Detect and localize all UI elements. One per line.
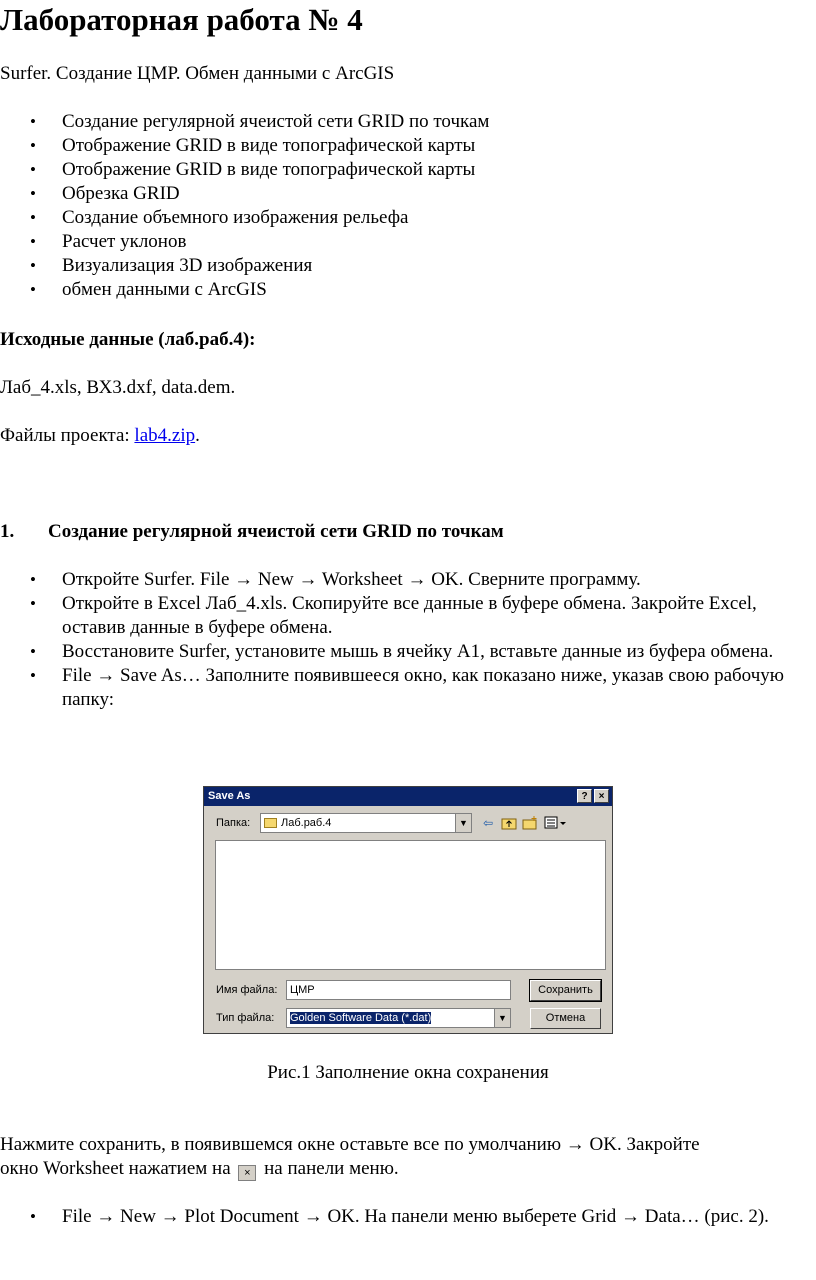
project-files bbox=[0, 424, 200, 448]
list-item: • Отображение GRID в виде топографической карты bbox=[0, 158, 812, 182]
filetype-label: Тип файла: bbox=[216, 1012, 275, 1024]
after-text-start: окно Worksheet нажатием на bbox=[0, 1158, 231, 1179]
folder-select[interactable] bbox=[260, 813, 472, 833]
up-folder-icon-svg bbox=[501, 816, 517, 830]
chevron-down-icon[interactable]: ▼ bbox=[494, 1009, 510, 1027]
project-suffix: . bbox=[195, 425, 200, 446]
source-heading: Исходные данные (лаб.раб.4): bbox=[0, 329, 256, 350]
list-item: • File → New → Plot Document → OK. На панели меню выберете Grid → Data… (рис. 2). bbox=[0, 1205, 812, 1229]
section-number: 1. bbox=[0, 521, 15, 542]
final-steps-list bbox=[0, 1205, 812, 1229]
list-item: • Откройте в Excel Лаб_4.xls. Скопируйте все данные в буфере обмена. Закройте Excel, оставив данные в буфере обмена. bbox=[0, 592, 812, 640]
save-as-dialog bbox=[203, 786, 613, 1034]
project-label: Файлы проекта: bbox=[0, 425, 135, 446]
cancel-button[interactable]: Отмена bbox=[530, 1008, 601, 1029]
save-button[interactable]: Сохранить bbox=[530, 980, 601, 1001]
file-list[interactable] bbox=[215, 840, 606, 970]
topics-list bbox=[0, 110, 812, 302]
filename-input[interactable]: ЦМР bbox=[286, 980, 511, 1000]
list-item: • обмен данными с ArcGIS bbox=[0, 278, 812, 302]
filetype-select[interactable] bbox=[286, 1008, 511, 1028]
list-item: • Создание объемного изображения рельефа bbox=[0, 206, 812, 230]
dialog-titlebar bbox=[204, 787, 612, 806]
after-text-line1: Нажмите сохранить, в появившемся окне оставьте все по умолчанию → OK. Закройте bbox=[0, 1134, 700, 1155]
steps-list bbox=[0, 568, 812, 712]
list-item: • File → Save As… Заполните появившееся окно, как показано ниже, указав свою рабочую папку: bbox=[0, 664, 812, 712]
folder-value: Лаб.раб.4 bbox=[281, 817, 332, 829]
list-item: • Расчет уклонов bbox=[0, 230, 812, 254]
new-folder-icon-svg bbox=[522, 816, 538, 830]
list-item: • Создание регулярной ячеистой сети GRID по точкам bbox=[0, 110, 812, 134]
subtitle: Surfer. Создание ЦМР. Обмен данными с ArcGIS bbox=[0, 63, 395, 84]
folder-icon bbox=[264, 818, 277, 828]
section-title: Создание регулярной ячеистой сети GRID по точкам bbox=[48, 521, 504, 542]
chevron-down-icon[interactable]: ▼ bbox=[455, 814, 471, 832]
filetype-value: Golden Software Data (*.dat) bbox=[290, 1012, 432, 1024]
list-item: • Обрезка GRID bbox=[0, 182, 812, 206]
list-item: • Откройте Surfer. File → New → Worksheet → OK. Сверните программу. bbox=[0, 568, 812, 592]
filename-label: Имя файла: bbox=[216, 984, 278, 996]
list-item: • Визуализация 3D изображения bbox=[0, 254, 812, 278]
figure-caption: Рис.1 Заполнение окна сохранения bbox=[267, 1062, 549, 1083]
close-window-icon: × bbox=[238, 1165, 256, 1181]
after-text-line2 bbox=[0, 1157, 399, 1181]
back-arrow-icon[interactable]: ⇦ bbox=[482, 816, 494, 830]
list-item: • Восстановите Surfer, установите мышь в ячейку A1, вставьте данные из буфера обмена. bbox=[0, 640, 812, 664]
new-folder-icon[interactable] bbox=[522, 816, 538, 830]
view-menu-icon-svg bbox=[544, 816, 568, 830]
after-text-end: на панели меню. bbox=[264, 1158, 399, 1179]
view-menu-icon[interactable] bbox=[544, 816, 568, 830]
page-title: Лабораторная работа № 4 bbox=[0, 2, 363, 37]
project-link[interactable]: lab4.zip bbox=[134, 425, 196, 446]
source-files: Лаб_4.xls, ВХ3.dxf, data.dem. bbox=[0, 377, 236, 398]
dialog-title: Save As bbox=[208, 790, 251, 802]
list-item: • Отображение GRID в виде топографической карты bbox=[0, 134, 812, 158]
up-folder-icon[interactable] bbox=[501, 816, 517, 830]
folder-label: Папка: bbox=[216, 817, 251, 829]
close-button[interactable]: × bbox=[594, 789, 609, 803]
help-button[interactable]: ? bbox=[577, 789, 592, 803]
